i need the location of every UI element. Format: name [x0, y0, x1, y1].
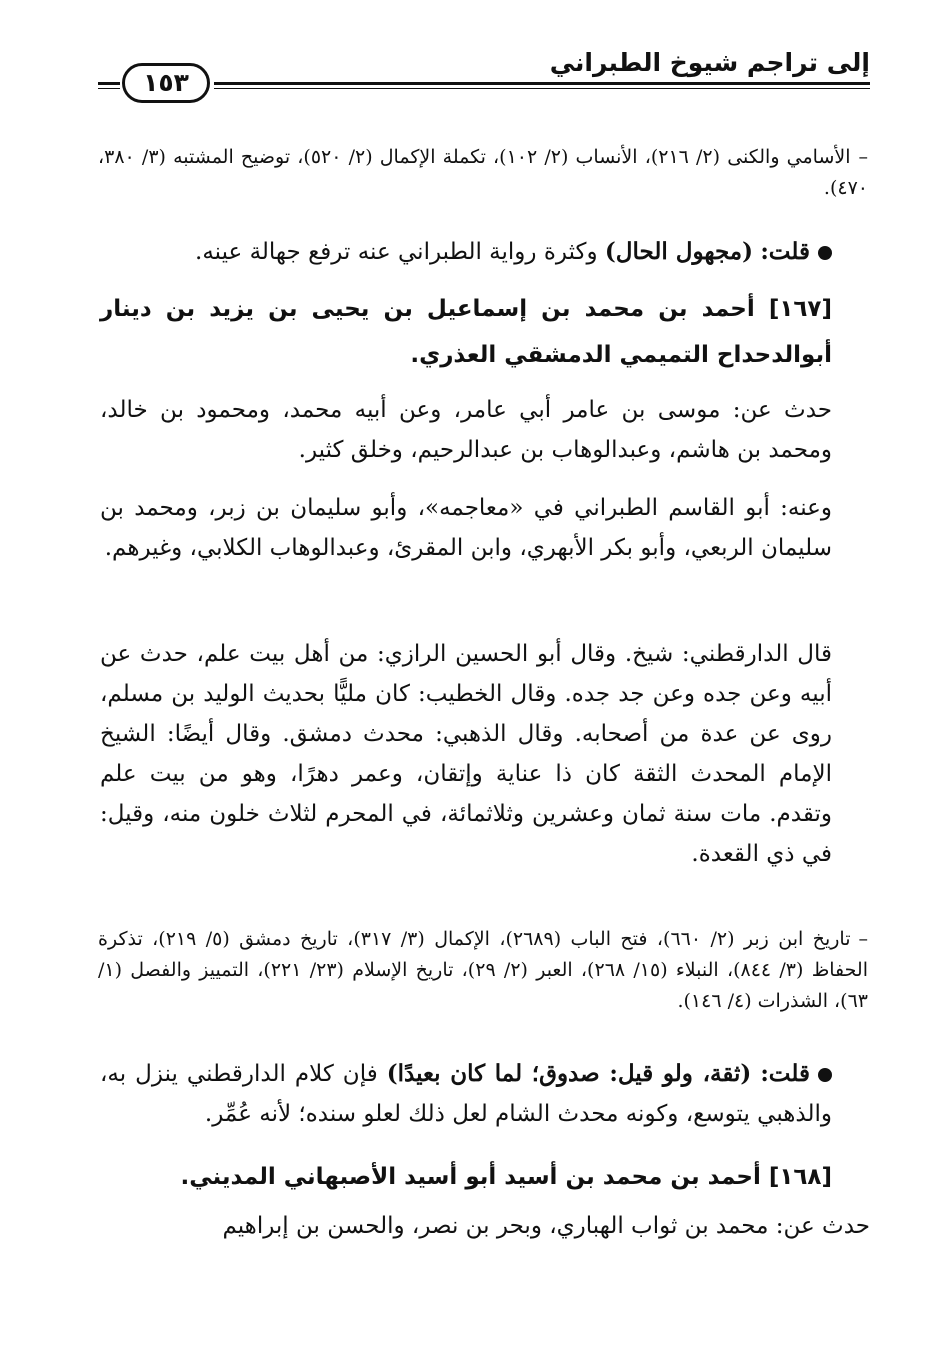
footnote-text: تاريخ ابن زبر (٢/ ٦٦٠)، فتح الباب (٢٦٨٩)، الإكمال (٣/ ٣١٧)، تاريخ دمشق (٥/ ٢١٩)، تذكرة الحفاظ (٣/ ٨٤٤)، النبلاء (١٥/ ٢٦٨)، العبر (٢/ ٢٩)، تاريخ الإسلام (٢٣/ ٢٢١)، التمييز والفصل (١/ ٦٣)، الشذرات (٤/ ١٤٦). [98, 928, 868, 1012]
entry-heading-168: [١٦٨] أحمد بن محمد بن أسيد أبو أسيد الأصبهاني المديني. [180, 1164, 832, 1190]
footnote-text: الأسامي والكنى (٢/ ٢١٦)، الأنساب (٢/ ١٠٢)، تكملة الإكمال (٢/ ٥٢٠)، توضيح المشتبه (٣/ ٣٨٠، ٤٧٠). [98, 146, 868, 199]
entry-heading-167: [١٦٧] أحمد بن محمد بن إسماعيل بن يحيى بن يزيد بن دينار أبوالدحداح التميمي الدمشقي العذري. [100, 296, 832, 368]
page-number: ١٥٣ [122, 63, 210, 103]
entry-167-students: وعنه: أبو القاسم الطبراني في «معاجمه»، وأبو سليمان بن زبر، ومحمد بن سليمان الربعي، وأبو بكر الأبهري، وابن المقرئ، وعبدالوهاب الكلابي، وغيرهم. [100, 495, 832, 561]
comment-verdict: (مجهول الحال) [604, 238, 753, 265]
comment-text: فإن كلام الدارقطني ينزل به، والذهبي يتوسع، وكونه محدث الشام لعل ذلك لعلو سنده؛ لأنه عُمِّر. [100, 1061, 832, 1127]
comment-label: قلت: [760, 238, 810, 265]
entry-167-teachers: حدث عن: موسى بن عامر أبي عامر، وعن أبيه محمد، ومحمود بن خالد، ومحمد بن هاشم، وعبدالوهاب بن عبدالرحيم، وخلق كثير. [100, 397, 832, 463]
footnote-sources [98, 142, 870, 204]
dash-marker: – [858, 146, 868, 168]
header-rule-left [98, 82, 120, 89]
header-rule [214, 82, 870, 89]
comment-label: قلت: [760, 1060, 810, 1087]
bullet-icon [818, 1068, 832, 1082]
comment-paragraph-2 [100, 1054, 870, 1134]
comment-paragraph [100, 232, 870, 272]
dash-marker: – [858, 928, 868, 950]
footnote-sources-2 [98, 924, 870, 1017]
bullet-icon [818, 246, 832, 260]
running-title: إلى تراجم شيوخ الطبراني [549, 48, 870, 77]
entry-168-teachers: حدث عن: محمد بن ثواب الهباري، وبحر بن نصر، والحسن بن إبراهيم [222, 1213, 870, 1239]
comment-text: وكثرة رواية الطبراني عنه ترفع جهالة عينه. [195, 239, 598, 265]
comment-verdict: (ثقة، ولو قيل: صدوق؛ لما كان بعيدًا) [386, 1060, 752, 1087]
entry-167-biography: قال الدارقطني: شيخ. وقال أبو الحسين الرازي: من أهل بيت علم، حدث عن أبيه وعن جده وعن جد جده. وقال الخطيب: كان مليًّا بحديث الوليد بن مسلم، روى عن عدة من أصحابه. وقال الذهبي: محدث دمشق. وقال أيضًا: الشيخ الإمام المحدث الثقة كان ذا عناية وإتقان، وعمر دهرًا، وهو من بيت علم وتقدم. مات سنة ثمان وعشرين وثلاثمائة، في المحرم لثلاث خلون منه، وقيل: في ذي القعدة. [100, 641, 832, 867]
